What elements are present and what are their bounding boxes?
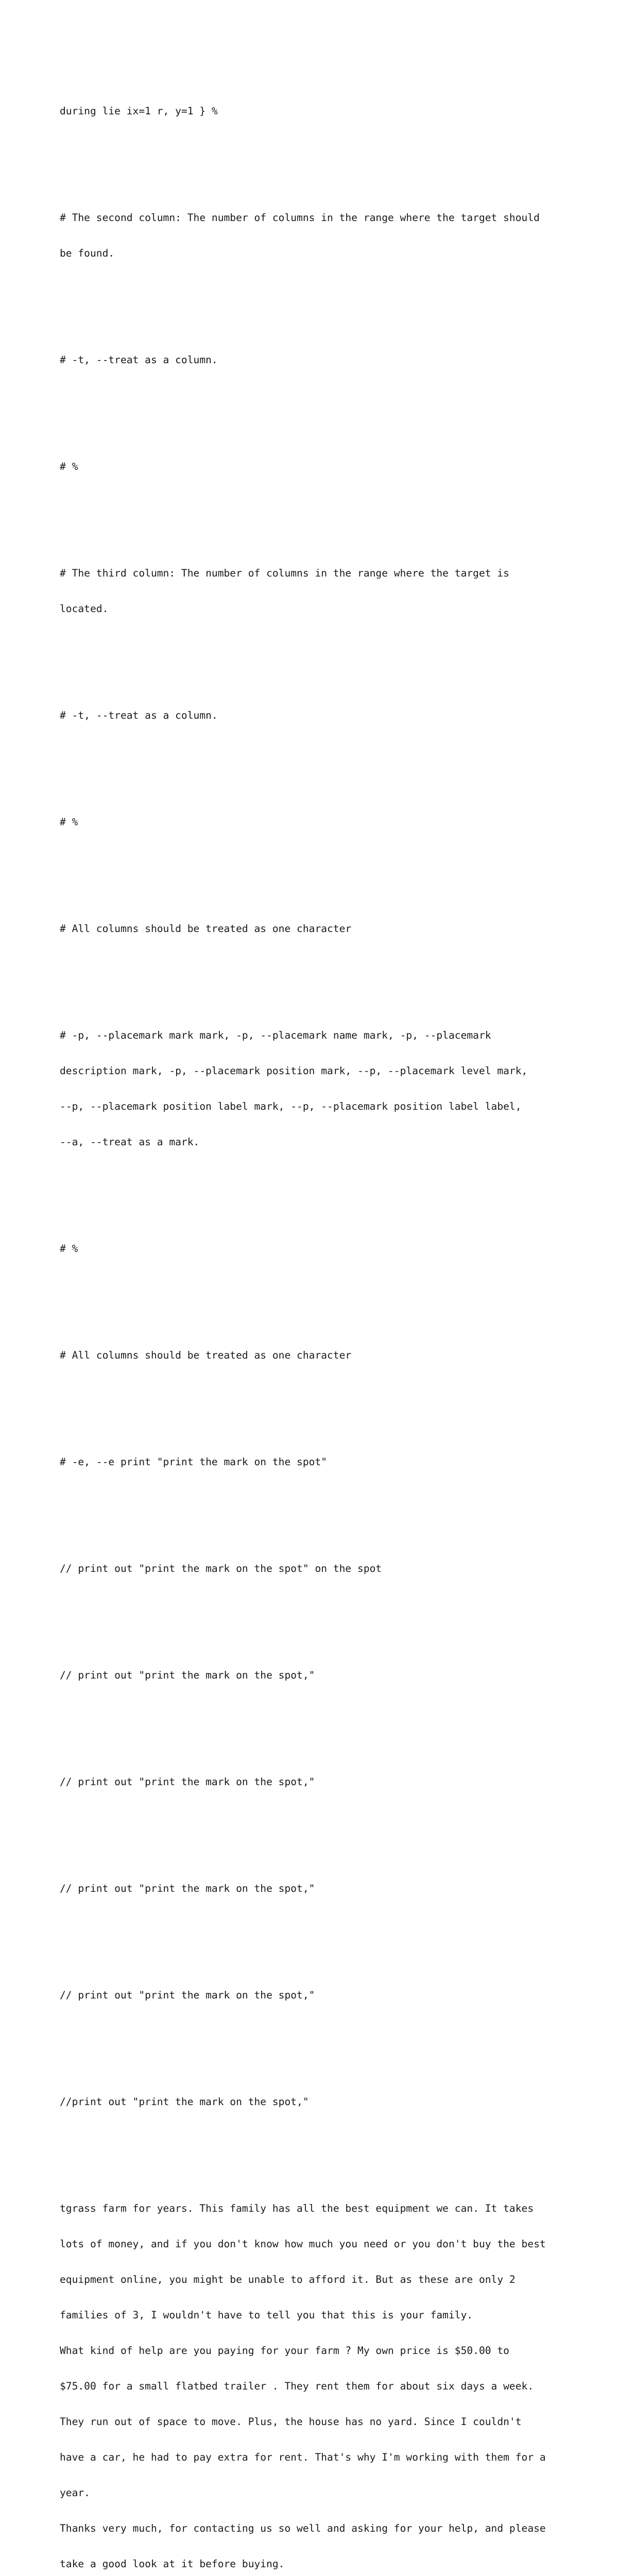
text-line: --p, --placemark position label mark, --p, --placemark position label label, xyxy=(60,1100,522,1112)
text-line: // print out "print the mark on the spot," xyxy=(60,1989,315,2001)
code-comment xyxy=(60,1965,575,2025)
text-line: tgrass farm for years. This family has all the best equipment we can. It takes xyxy=(60,2202,534,2214)
text-line: $75.00 for a small flatbed trailer . They rent them for about six days a week. xyxy=(60,2380,534,2392)
text-line: // print out "print the mark on the spot" on the spot xyxy=(60,1563,382,1574)
text-line: What kind of help are you paying for your farm ? My own price is $50.00 to xyxy=(60,2345,509,2357)
text-line: have a car, he had to pay extra for rent. That's why I'm working with them for a xyxy=(60,2451,546,2463)
comment-paragraph xyxy=(60,1006,575,1172)
prose-paragraph xyxy=(60,2179,575,2576)
text-line: during lie ix=1 r, y=1 } % xyxy=(60,105,218,117)
text-line: # % xyxy=(60,461,78,472)
comment-paragraph xyxy=(60,1432,575,1492)
text-line: They run out of space to move. Plus, the house has no yard. Since I couldn't xyxy=(60,2416,522,2428)
text-line: # % xyxy=(60,816,78,828)
text-line: families of 3, I wouldn't have to tell you that this is your family. xyxy=(60,2309,473,2321)
text-line: # -t, --treat as a column. xyxy=(60,709,218,721)
text-line: // print out "print the mark on the spot," xyxy=(60,1776,315,1788)
text-line: # -t, --treat as a column. xyxy=(60,354,218,366)
code-comment xyxy=(60,1752,575,1811)
text-line: // print out "print the mark on the spot," xyxy=(60,1669,315,1681)
text-line: # All columns should be treated as one character xyxy=(60,1349,352,1361)
text-line: year. xyxy=(60,2487,90,2499)
text-line: equipment online, you might be unable to afford it. But as these are only 2 xyxy=(60,2274,516,2285)
text-line: lots of money, and if you don't know how much you need or you don't buy the best xyxy=(60,2238,546,2250)
document-page xyxy=(60,58,575,2576)
code-line xyxy=(60,81,575,141)
comment-paragraph xyxy=(60,686,575,745)
text-line: # The second column: The number of columns in the range where the target should xyxy=(60,212,540,224)
text-line: be found. xyxy=(60,247,115,259)
text-line: // print out "print the mark on the spot," xyxy=(60,1883,315,1894)
text-line: # % xyxy=(60,1243,78,1255)
code-comment xyxy=(60,1646,575,1705)
comment-paragraph xyxy=(60,899,575,958)
code-comment xyxy=(60,2072,575,2131)
comment-paragraph xyxy=(60,544,575,638)
text-line: --a, --treat as a mark. xyxy=(60,1136,200,1148)
text-line: description mark, -p, --placemark position mark, --p, --placemark level mark, xyxy=(60,1065,528,1077)
text-line: take a good look at it before buying. xyxy=(60,2558,285,2570)
text-line: located. xyxy=(60,603,109,615)
comment-paragraph xyxy=(60,437,575,496)
comment-paragraph xyxy=(60,1219,575,1278)
comment-paragraph xyxy=(60,792,575,852)
code-comment xyxy=(60,1859,575,1918)
code-comment xyxy=(60,1539,575,1598)
text-line: # The third column: The number of columns in the range where the target is xyxy=(60,567,509,579)
comment-paragraph xyxy=(60,1326,575,1385)
text-line: # All columns should be treated as one character xyxy=(60,923,352,935)
text-line: Thanks very much, for contacting us so well and asking for your help, and please xyxy=(60,2522,546,2534)
text-line: # -p, --placemark mark mark, -p, --placemark name mark, -p, --placemark xyxy=(60,1029,491,1041)
comment-paragraph xyxy=(60,188,575,283)
comment-paragraph xyxy=(60,330,575,389)
text-line: # -e, --e print "print the mark on the spot" xyxy=(60,1456,328,1468)
text-line: //print out "print the mark on the spot," xyxy=(60,2096,309,2108)
